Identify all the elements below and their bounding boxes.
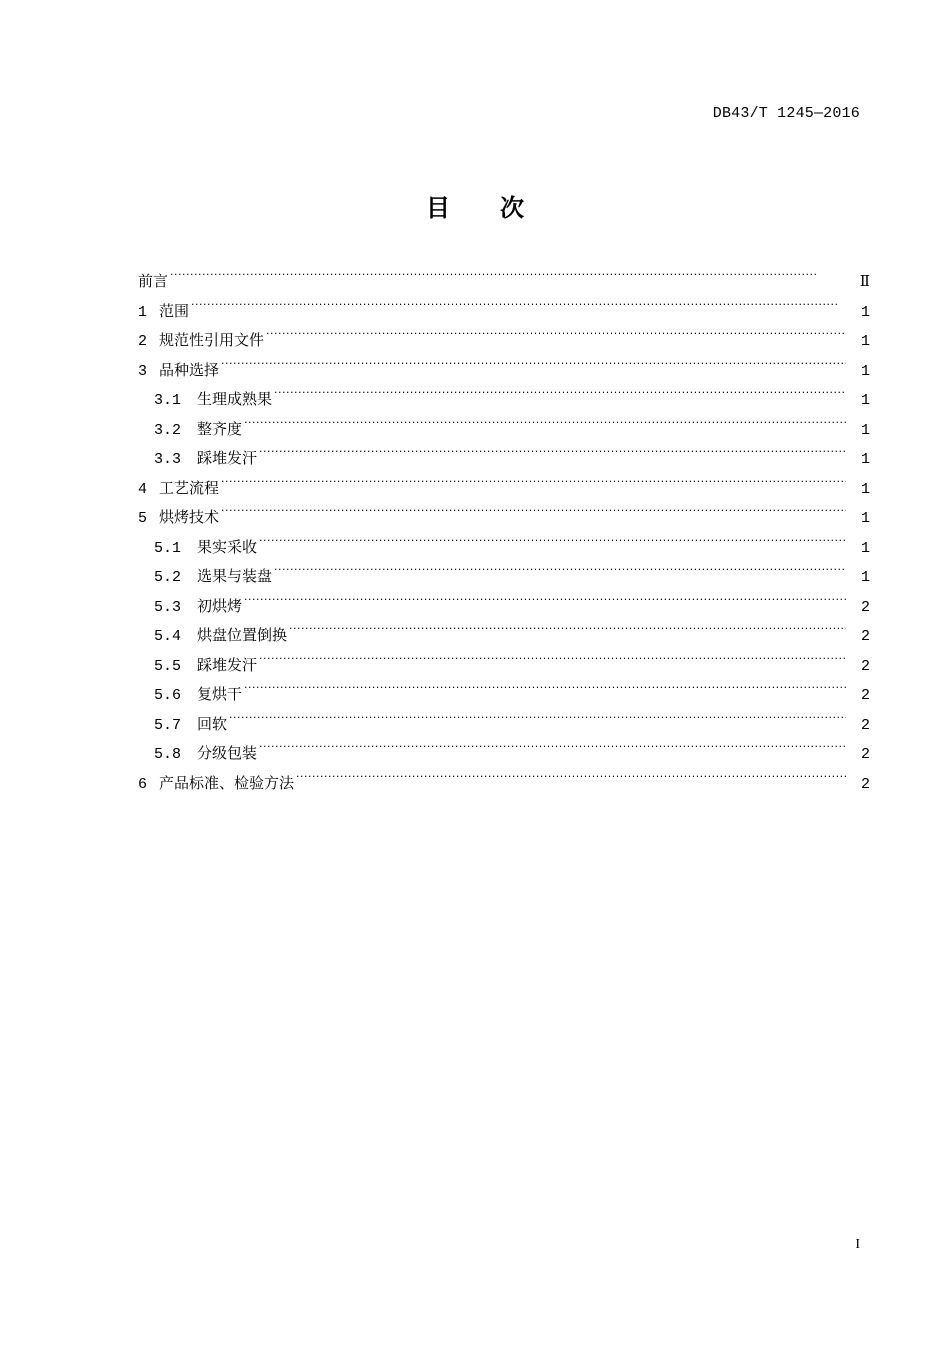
- toc-row[interactable]: [138, 300, 870, 330]
- toc-number: 5.6: [154, 687, 182, 704]
- toc-page: 1: [860, 569, 870, 586]
- toc-leader: [266, 327, 846, 342]
- table-of-contents: [138, 270, 870, 801]
- toc-label: 踩堆发汗: [197, 655, 258, 674]
- toc-page: 1: [860, 362, 870, 380]
- toc-label: 规范性引用文件: [159, 331, 265, 349]
- toc-row[interactable]: [138, 329, 870, 359]
- toc-leader: [296, 770, 846, 785]
- toc-leader: [244, 416, 846, 431]
- toc-label: 品种选择: [159, 360, 220, 379]
- toc-page: 2: [860, 628, 870, 645]
- toc-row[interactable]: [138, 359, 870, 389]
- toc-page: 1: [860, 539, 870, 557]
- toc-number: 1: [138, 303, 148, 321]
- toc-row[interactable]: [138, 742, 870, 772]
- toc-number: 5.4: [154, 628, 182, 645]
- toc-leader: [244, 681, 846, 696]
- toc-label: 前言: [138, 272, 169, 290]
- toc-page: 2: [860, 598, 870, 616]
- toc-row[interactable]: [138, 624, 870, 654]
- toc-label: 生理成熟果: [197, 390, 273, 408]
- toc-label: 范围: [159, 301, 190, 320]
- toc-number: 3.3: [154, 451, 182, 468]
- toc-label: 踩堆发汗: [197, 449, 258, 467]
- toc-label: 整齐度: [197, 419, 243, 438]
- toc-page: 2: [860, 716, 870, 734]
- toc-row[interactable]: [138, 536, 870, 566]
- toc-number: 4: [138, 480, 148, 498]
- toc-number: 3.2: [154, 421, 182, 439]
- title-part-2: 次: [500, 194, 524, 222]
- toc-row[interactable]: [138, 565, 870, 595]
- toc-row[interactable]: [138, 506, 870, 536]
- toc-number: 2: [138, 333, 148, 350]
- toc-row[interactable]: [138, 388, 870, 418]
- toc-leader: [259, 740, 846, 755]
- toc-number: 5.5: [154, 657, 182, 675]
- toc-number: 5.8: [154, 746, 182, 763]
- toc-label: 复烘干: [197, 685, 243, 703]
- toc-leader: [221, 357, 846, 372]
- toc-page: 1: [860, 303, 870, 321]
- toc-number: 5.3: [154, 598, 182, 616]
- toc-label: 烘烤技术: [159, 508, 220, 526]
- toc-leader: [244, 593, 846, 608]
- toc-leader: [229, 711, 846, 726]
- toc-leader: [221, 475, 846, 490]
- toc-number: 5: [138, 510, 148, 527]
- toc-number: 5.1: [154, 539, 182, 557]
- toc-row[interactable]: [138, 477, 870, 507]
- toc-leader: [289, 622, 846, 637]
- toc-row[interactable]: [138, 683, 870, 713]
- toc-page: 1: [860, 421, 870, 439]
- toc-row[interactable]: [138, 447, 870, 477]
- toc-leader: [259, 652, 846, 667]
- page-number: I: [855, 1237, 860, 1252]
- title-part-1: 目: [426, 194, 450, 222]
- toc-number: 6: [138, 775, 148, 793]
- toc-leader: [274, 386, 846, 401]
- toc-page: 1: [860, 392, 870, 409]
- toc-page: 2: [860, 657, 870, 675]
- toc-label: 初烘烤: [197, 596, 243, 615]
- toc-label: 果实采收: [197, 537, 258, 556]
- toc-page: 2: [860, 746, 870, 763]
- toc-row[interactable]: [138, 418, 870, 448]
- toc-leader: [221, 504, 846, 519]
- toc-page: 1: [860, 510, 870, 527]
- toc-number: 3.1: [154, 392, 182, 409]
- toc-row[interactable]: [138, 654, 870, 684]
- toc-number: 5.2: [154, 569, 182, 586]
- toc-row[interactable]: [138, 713, 870, 743]
- toc-number: 3: [138, 362, 148, 380]
- toc-leader: [259, 445, 846, 460]
- toc-page: 2: [860, 775, 870, 793]
- toc-page: Ⅱ: [859, 272, 870, 290]
- toc-row[interactable]: [138, 772, 870, 802]
- toc-label: 产品标准、检验方法: [159, 773, 295, 792]
- toc-row[interactable]: [138, 270, 870, 300]
- toc-page: 1: [860, 480, 870, 498]
- toc-number: 5.7: [154, 716, 182, 734]
- toc-leader: [191, 298, 846, 313]
- toc-label: 分级包装: [197, 744, 258, 762]
- toc-label: 工艺流程: [159, 478, 220, 497]
- toc-row[interactable]: [138, 595, 870, 625]
- toc-leader: [170, 268, 846, 283]
- toc-label: 选果与装盘: [197, 567, 273, 585]
- toc-page: 1: [860, 451, 870, 468]
- toc-page: 1: [860, 333, 870, 350]
- toc-label: 回软: [197, 714, 228, 733]
- toc-leader: [259, 534, 846, 549]
- page-title: [0, 188, 950, 223]
- toc-page: 2: [860, 687, 870, 704]
- document-code: DB43/T 1245—2016: [712, 105, 860, 122]
- toc-leader: [274, 563, 846, 578]
- toc-label: 烘盘位置倒换: [197, 626, 288, 644]
